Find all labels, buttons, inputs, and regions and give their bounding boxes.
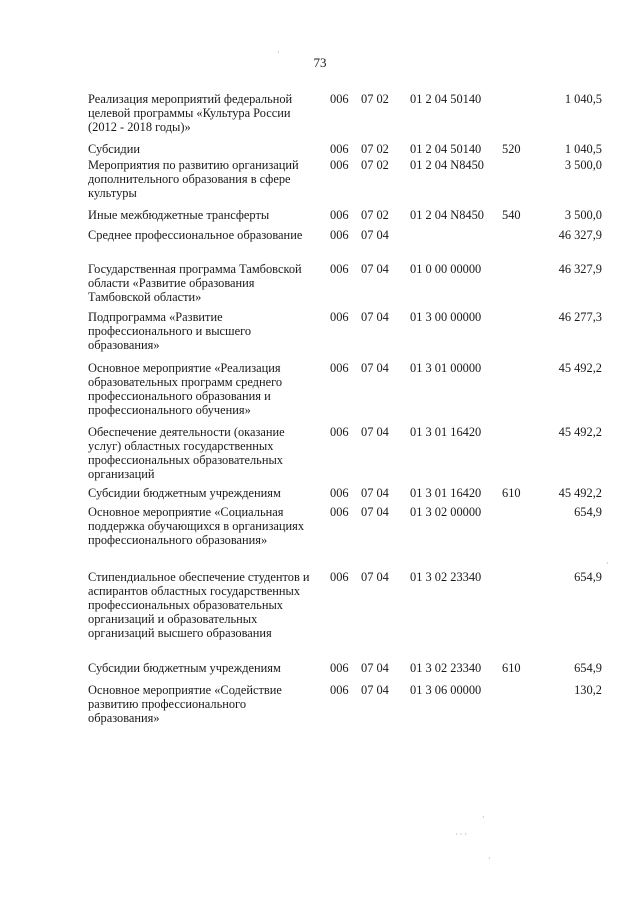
- row-csr: 01 3 01 16420: [410, 486, 482, 500]
- row-csr: 01 2 04 50140: [410, 142, 482, 156]
- row-csr: 01 3 02 23340: [410, 661, 482, 675]
- scan-speck: ·: [606, 559, 609, 568]
- row-amount: 654,9: [574, 505, 602, 519]
- row-section: 07 04: [361, 361, 389, 375]
- row-section: 07 02: [361, 158, 389, 172]
- row-csr: 01 2 04 N8450: [410, 158, 484, 172]
- scan-speck: ·: [488, 854, 491, 863]
- row-name: Реализация мероприятий федеральной целевой программы «Культура России (2012 - 2018 годы)»: [88, 92, 293, 134]
- row-section: 07 02: [361, 208, 389, 222]
- row-name: Основное мероприятие «Содействие развитию профессионального образования»: [88, 683, 282, 725]
- row-amount: 45 492,2: [558, 361, 602, 375]
- row-section: 07 04: [361, 505, 389, 519]
- row-name: Основное мероприятие «Социальная поддержка обучающихся в организациях профессионального образования»: [88, 505, 305, 547]
- row-ministry: 006: [330, 683, 349, 697]
- row-csr: 01 3 06 00000: [410, 683, 482, 697]
- row-section: 07 04: [361, 570, 389, 584]
- page-number: 73: [313, 55, 327, 70]
- row-amount: 654,9: [574, 570, 602, 584]
- row-csr: 01 3 01 00000: [410, 361, 482, 375]
- row-vr: 520: [502, 142, 521, 156]
- row-ministry: 006: [330, 158, 349, 172]
- row-name: Стипендиальное обеспечение студентов и аспирантов областных государственных профессиональных образовательных организаций и образовательных организаций высшего образования: [88, 570, 310, 640]
- row-amount: 46 277,3: [558, 310, 602, 324]
- row-csr: 01 2 04 50140: [410, 92, 482, 106]
- row-ministry: 006: [330, 361, 349, 375]
- row-name: Подпрограмма «Развитие профессионального и высшего образования»: [88, 310, 252, 352]
- row-section: 07 02: [361, 92, 389, 106]
- row-ministry: 006: [330, 505, 349, 519]
- row-name: Субсидии бюджетным учреждениям: [88, 486, 281, 500]
- row-ministry: 006: [330, 228, 349, 242]
- row-name: Мероприятия по развитию организаций дополнительного образования в сфере культуры: [88, 158, 299, 200]
- row-amount: 46 327,9: [558, 228, 602, 242]
- row-section: 07 04: [361, 228, 389, 242]
- row-ministry: 006: [330, 425, 349, 439]
- scan-speck: ·: [482, 813, 485, 822]
- row-section: 07 04: [361, 486, 389, 500]
- scan-speck: ·: [277, 48, 280, 57]
- row-ministry: 006: [330, 142, 349, 156]
- row-ministry: 006: [330, 208, 349, 222]
- row-ministry: 006: [330, 661, 349, 675]
- row-amount: 130,2: [574, 683, 602, 697]
- row-vr: 610: [502, 661, 521, 675]
- row-amount: 45 492,2: [558, 486, 602, 500]
- row-vr: 540: [502, 208, 521, 222]
- row-section: 07 04: [361, 683, 389, 697]
- row-amount: 46 327,9: [558, 262, 602, 276]
- row-csr: 01 3 02 00000: [410, 505, 482, 519]
- row-ministry: 006: [330, 310, 349, 324]
- row-ministry: 006: [330, 262, 349, 276]
- row-csr: 01 2 04 N8450: [410, 208, 484, 222]
- row-name: Субсидии: [88, 142, 140, 156]
- row-name: Среднее профессиональное образование: [88, 228, 303, 242]
- row-section: 07 04: [361, 661, 389, 675]
- row-vr: 610: [502, 486, 521, 500]
- row-section: 07 02: [361, 142, 389, 156]
- row-name: Основное мероприятие «Реализация образовательных программ среднего профессионального образования и профессионального обучения»: [88, 361, 283, 417]
- row-amount: 1 040,5: [564, 92, 602, 106]
- row-csr: 01 3 02 23340: [410, 570, 482, 584]
- row-ministry: 006: [330, 570, 349, 584]
- row-amount: 45 492,2: [558, 425, 602, 439]
- row-name: Государственная программа Тамбовской области «Развитие образования Тамбовской области»: [88, 262, 302, 304]
- row-amount: 1 040,5: [564, 142, 602, 156]
- row-name: Обеспечение деятельности (оказание услуг) областных государственных профессиональных образовательных организаций: [88, 425, 285, 481]
- row-section: 07 04: [361, 425, 389, 439]
- row-csr: 01 3 01 16420: [410, 425, 482, 439]
- row-csr: 01 0 00 00000: [410, 262, 482, 276]
- row-ministry: 006: [330, 92, 349, 106]
- scan-speck: · · ·: [455, 830, 467, 839]
- row-amount: 654,9: [574, 661, 602, 675]
- row-name: Иные межбюджетные трансферты: [88, 208, 270, 222]
- row-csr: 01 3 00 00000: [410, 310, 482, 324]
- row-section: 07 04: [361, 262, 389, 276]
- row-section: 07 04: [361, 310, 389, 324]
- row-amount: 3 500,0: [564, 158, 602, 172]
- row-ministry: 006: [330, 486, 349, 500]
- row-amount: 3 500,0: [564, 208, 602, 222]
- row-name: Субсидии бюджетным учреждениям: [88, 661, 281, 675]
